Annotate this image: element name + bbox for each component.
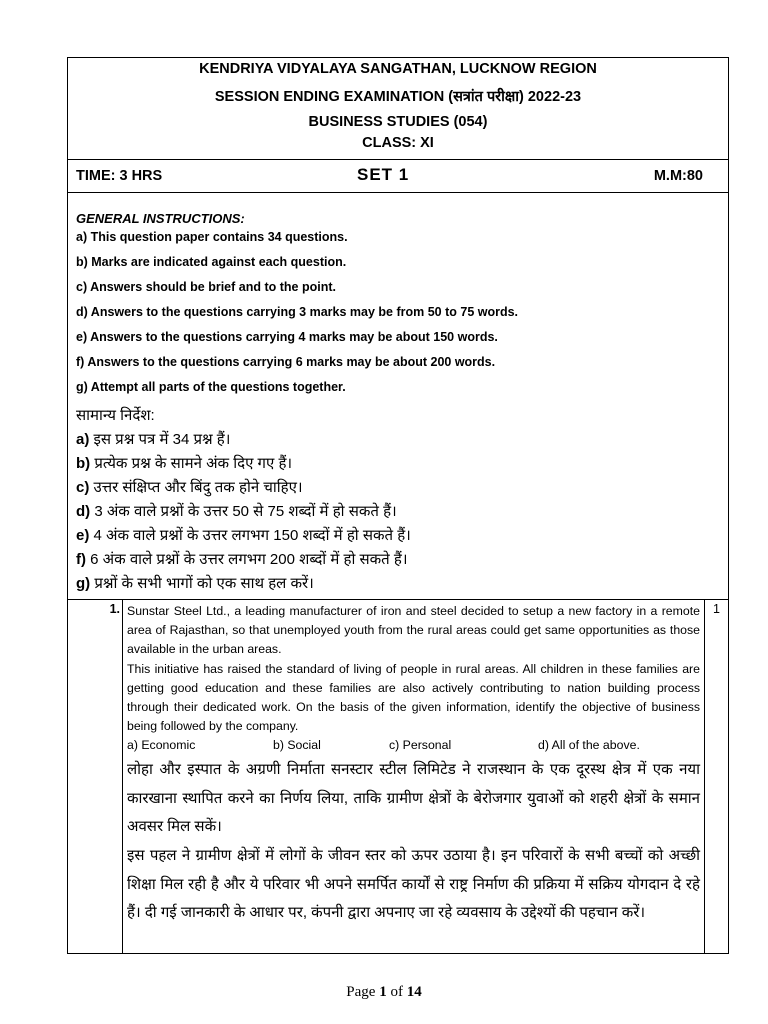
subject-title: BUSINESS STUDIES (054) xyxy=(308,114,488,130)
page-word: Page xyxy=(346,984,380,1000)
item-label: a) xyxy=(76,431,90,448)
page-number: 1 xyxy=(379,984,387,1000)
organisation-title: KENDRIYA VIDYALAYA SANGATHAN, LUCKNOW REGION xyxy=(199,61,597,77)
option-a: a) Economic xyxy=(127,738,196,753)
hindi-instruction-item xyxy=(76,548,728,572)
item-label: g) xyxy=(76,575,91,592)
instruction-item: a) This question paper contains 34 questions. xyxy=(76,230,348,244)
hindi-instruction-item xyxy=(76,476,728,500)
item-label: d) xyxy=(76,503,91,520)
option-b: b) Social xyxy=(273,738,321,753)
instruction-item: d) Answers to the questions carrying 3 marks may be from 50 to 75 words. xyxy=(76,305,519,319)
instruction-item: b) Marks are indicated against each question. xyxy=(76,255,347,269)
question-body xyxy=(123,600,705,953)
hindi-instruction-item xyxy=(76,500,728,524)
hindi-instruction-item xyxy=(76,572,728,596)
question-text-english-para2: This initiative has raised the standard of living of people in rural areas. All children in these families are getting good education and these families are also actively contributing to nation building process through their dedicated work. On the basis of the given information, identify the objective of business being followed by the company. xyxy=(127,661,700,734)
class-title: CLASS: XI xyxy=(362,135,434,151)
item-text: इस प्रश्न पत्र में 34 प्रश्न हैं। xyxy=(89,431,231,448)
instruction-item: g) Attempt all parts of the questions together. xyxy=(76,380,346,394)
question-table xyxy=(68,599,728,953)
item-text: 4 अंक वाले प्रश्नों के उत्तर लगभग 150 शब्दों में हो सकते हैं। xyxy=(89,527,411,544)
question-text-english-para1: Sunstar Steel Ltd., a leading manufacturer of iron and steel decided to setup a new factory in a remote area of Rajasthan, so that unemployed youth from the rural areas could get same opportunities as those available in the urban areas. xyxy=(127,604,700,657)
exam-title: SESSION ENDING EXAMINATION (सत्रांत परीक्षा) 2022-23 xyxy=(214,89,582,105)
total-pages: 14 xyxy=(406,984,422,1000)
item-text: प्रश्नों के सभी भागों को एक साथ हल करें। xyxy=(90,575,314,592)
page-footer xyxy=(0,984,768,1001)
paper-header xyxy=(68,58,728,160)
item-label: e) xyxy=(76,527,90,544)
item-label: b) xyxy=(76,455,91,472)
item-text: 3 अंक वाले प्रश्नों के उत्तर 50 से 75 शब्दों में हो सकते हैं। xyxy=(90,503,397,520)
instruction-item: f) Answers to the questions carrying 6 marks may be about 200 words. xyxy=(76,355,496,369)
hindi-instruction-item xyxy=(76,524,728,548)
hindi-instruction-item xyxy=(76,452,728,476)
question-paper-sheet xyxy=(67,57,729,954)
of-word: of xyxy=(386,984,407,1000)
question-marks: 1 xyxy=(713,602,720,616)
time-set-marks-row xyxy=(68,160,728,193)
hindi-instructions xyxy=(68,403,728,596)
set-label: SET 1 xyxy=(357,165,410,184)
max-marks-label: M.M:80 xyxy=(653,168,703,184)
instruction-item: e) Answers to the questions carrying 4 marks may be about 150 words. xyxy=(76,330,498,344)
option-d: d) All of the above. xyxy=(538,738,640,753)
question-text-hindi-para1: लोहा और इस्पात के अग्रणी निर्माता सनस्टार स्टील लिमिटेड ने राजस्थान के एक दूरस्थ क्षेत्र में एक नया कारखाना स्थापित करने का निर्णय लिया, ताकि ग्रामीण क्षेत्रों के बेरोजगार युवाओं को शहरी क्षेत्रों के समान अवसर मिल सकें। xyxy=(127,761,700,836)
question-text-hindi-para2: इस पहल ने ग्रामीण क्षेत्रों में लोगों के जीवन स्तर को ऊपर उठाया है। इन परिवारों के सभी बच्चों को अच्छी शिक्षा मिल रही है और ये परिवार भी अपने समर्पित कार्यों से राष्ट्र निर्माण की प्रक्रिया में सक्रिय योगदान दे रहे हैं। दी गई जानकारी के आधार पर, कंपनी द्वारा अपनाए जा रहे व्यवसाय के उद्देश्यों की पहचान करें। xyxy=(127,847,700,921)
item-text: उत्तर संक्षिप्त और बिंदु तक होने चाहिए। xyxy=(89,479,303,496)
hindi-instruction-item xyxy=(76,428,728,452)
time-label: TIME: 3 HRS xyxy=(76,168,163,184)
option-c: c) Personal xyxy=(389,738,452,753)
hindi-instructions-title: सामान्य निर्देश: xyxy=(76,407,155,424)
question-number: 1. xyxy=(68,600,123,953)
instructions-title: GENERAL INSTRUCTIONS: xyxy=(76,211,245,226)
item-label: f) xyxy=(76,551,86,568)
instruction-item: c) Answers should be brief and to the point. xyxy=(76,280,336,294)
item-text: प्रत्येक प्रश्न के सामने अंक दिए गए हैं। xyxy=(90,455,293,472)
item-label: c) xyxy=(76,479,90,496)
general-instructions xyxy=(68,193,728,403)
item-text: 6 अंक वाले प्रश्नों के उत्तर लगभग 200 शब्दों में हो सकते हैं। xyxy=(86,551,408,568)
answer-options xyxy=(127,736,700,755)
